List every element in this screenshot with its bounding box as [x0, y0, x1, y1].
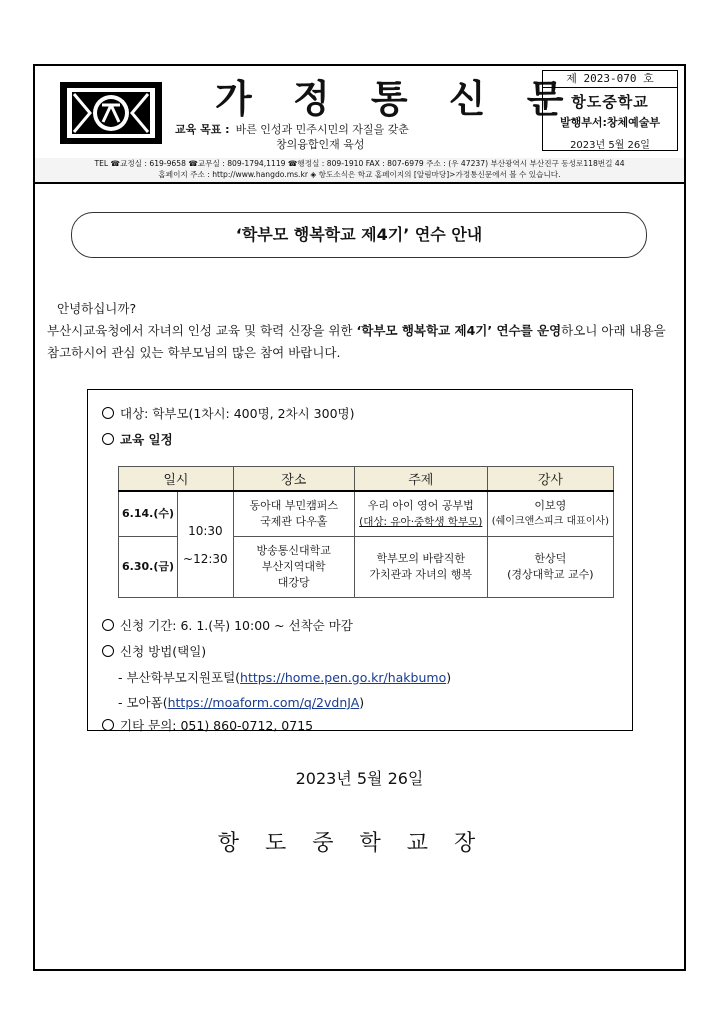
circle-bullet-icon	[102, 719, 114, 731]
row2-lecturer1: 한상덕	[534, 552, 567, 565]
time-end: ~12:30	[183, 551, 228, 566]
document-title: ‘학부모 행복학교 제4기’ 연수 안내	[71, 212, 647, 258]
newsletter-frame	[33, 64, 686, 971]
contact-bar	[35, 158, 684, 184]
apply-method: 신청 방법(택일)	[120, 644, 207, 659]
row2-topic2: 가치관과 자녀의 행복	[369, 568, 473, 581]
intro-body-post: 하오니 아래 내용을 참고하시어 관심 있는 학부모님의 많은 참여 바랍니다.	[47, 323, 666, 360]
principal-signature: 항도중학교장	[217, 831, 502, 856]
circle-bullet-icon	[102, 645, 114, 657]
table-header: 강사	[487, 467, 613, 492]
apply-period: 신청 기간: 6. 1.(목) 10:00 ~ 선착순 마감	[120, 618, 353, 633]
intro-text	[47, 298, 679, 364]
moaform-link[interactable]: https://moaform.com/q/2vdnJA	[167, 695, 360, 710]
inquiry-row	[102, 716, 313, 734]
row2-date: 6.30.(금)	[119, 537, 178, 598]
education-motto	[175, 122, 409, 152]
schedule-table	[118, 466, 614, 598]
row1-topic2: (대상: 유아·중학생 학부모)	[359, 516, 483, 528]
method1-post: )	[446, 670, 452, 685]
row2-topic	[354, 537, 487, 598]
header	[35, 66, 684, 160]
school-name: 항도중학교	[571, 93, 649, 111]
row2-lecturer2: (경상대학교 교수)	[507, 568, 594, 581]
school-logo	[60, 82, 162, 144]
row2-place2: 부산지역대학	[261, 560, 326, 573]
footer-date: 2023년 5월 26일	[295, 769, 424, 788]
issue-number: 제 2023-070 호	[542, 70, 678, 88]
schedule-label: 교육 일정	[120, 432, 173, 447]
contact-line1: TEL ☎교정실 : 619-9658 ☎교무실 : 809-1794,1119 ☎행정실 : 809-1910 FAX : 807-6979 주소 : (우 47237) 부산광역시 부산진구 동성로118번길 44	[94, 159, 625, 168]
target-text: 대상: 학부모(1차시: 400명, 2차시 300명)	[120, 406, 355, 421]
apply-period-row	[102, 616, 353, 634]
school-box	[542, 88, 678, 151]
intro-body-bold: ‘학부모 행복학교 제4기’ 연수를 운영	[356, 323, 562, 338]
row1-place1: 동아대 부민캠퍼스	[249, 499, 338, 512]
newsletter-title: 가 정 통 신 문	[215, 76, 578, 121]
motto-line2: 창의융합인재 육성	[276, 138, 365, 151]
row1-lecturer1: 이보영	[534, 499, 567, 512]
motto-line1: 바른 인성과 민주시민의 자질을 갖춘	[235, 123, 409, 136]
row2-place	[233, 537, 354, 598]
method2-row	[118, 693, 364, 711]
time-cell	[178, 491, 234, 598]
table-header: 주제	[354, 467, 487, 492]
issuing-department: 발행부서:창체예술부	[559, 116, 661, 129]
target-row	[102, 404, 355, 422]
circle-bullet-icon	[102, 619, 114, 631]
schedule-label-row	[102, 430, 173, 448]
issue-date: 2023년 5월 26일	[570, 140, 650, 151]
row1-place	[233, 491, 354, 537]
row2-lecturer	[487, 537, 613, 598]
portal-link[interactable]: https://home.pen.go.kr/hakbumo	[240, 670, 447, 685]
table-row	[119, 491, 614, 537]
table-header: 장소	[233, 467, 354, 492]
greeting: 안녕하십니까?	[57, 301, 137, 316]
apply-method-row	[102, 642, 206, 660]
row1-topic1: 우리 아이 영어 공부법	[367, 499, 474, 512]
row2-place3: 대강당	[277, 576, 310, 589]
row1-lecturer2: (쉐이크앤스피크 대표이사)	[491, 516, 609, 527]
method2-pre: - 모아폼(	[118, 695, 168, 710]
inquiry: 기타 문의: 051) 860-0712, 0715	[120, 718, 314, 733]
row1-place2: 국제관 다우홀	[260, 515, 328, 528]
contact-line2: 홈페이지 주소 : http://www.hangdo.ms.kr ◈ 항도소식은 학교 홈페이지의 [알림마당]>가정통신문에서 볼 수 있습니다.	[158, 170, 561, 179]
circle-bullet-icon	[102, 407, 114, 419]
time-start: 10:30	[188, 523, 223, 538]
row2-topic1: 학부모의 바람직한	[376, 552, 465, 565]
content-box	[87, 389, 633, 731]
table-header: 일시	[119, 467, 234, 492]
intro-body-pre: 부산시교육청에서 자녀의 인성 교육 및 학력 신장을 위한	[47, 323, 357, 338]
method2-post: )	[359, 695, 365, 710]
row1-date: 6.14.(수)	[119, 491, 178, 537]
row1-topic	[354, 491, 487, 537]
intro-body	[47, 320, 679, 364]
motto-label: 교육 목표 :	[175, 123, 230, 136]
method1-row	[118, 668, 451, 686]
issue-info-box	[542, 70, 678, 152]
circle-bullet-icon	[102, 433, 114, 445]
row2-place1: 방송통신대학교	[256, 544, 331, 557]
row1-lecturer	[487, 491, 613, 537]
method1-pre: - 부산학부모지원포털(	[118, 670, 241, 685]
